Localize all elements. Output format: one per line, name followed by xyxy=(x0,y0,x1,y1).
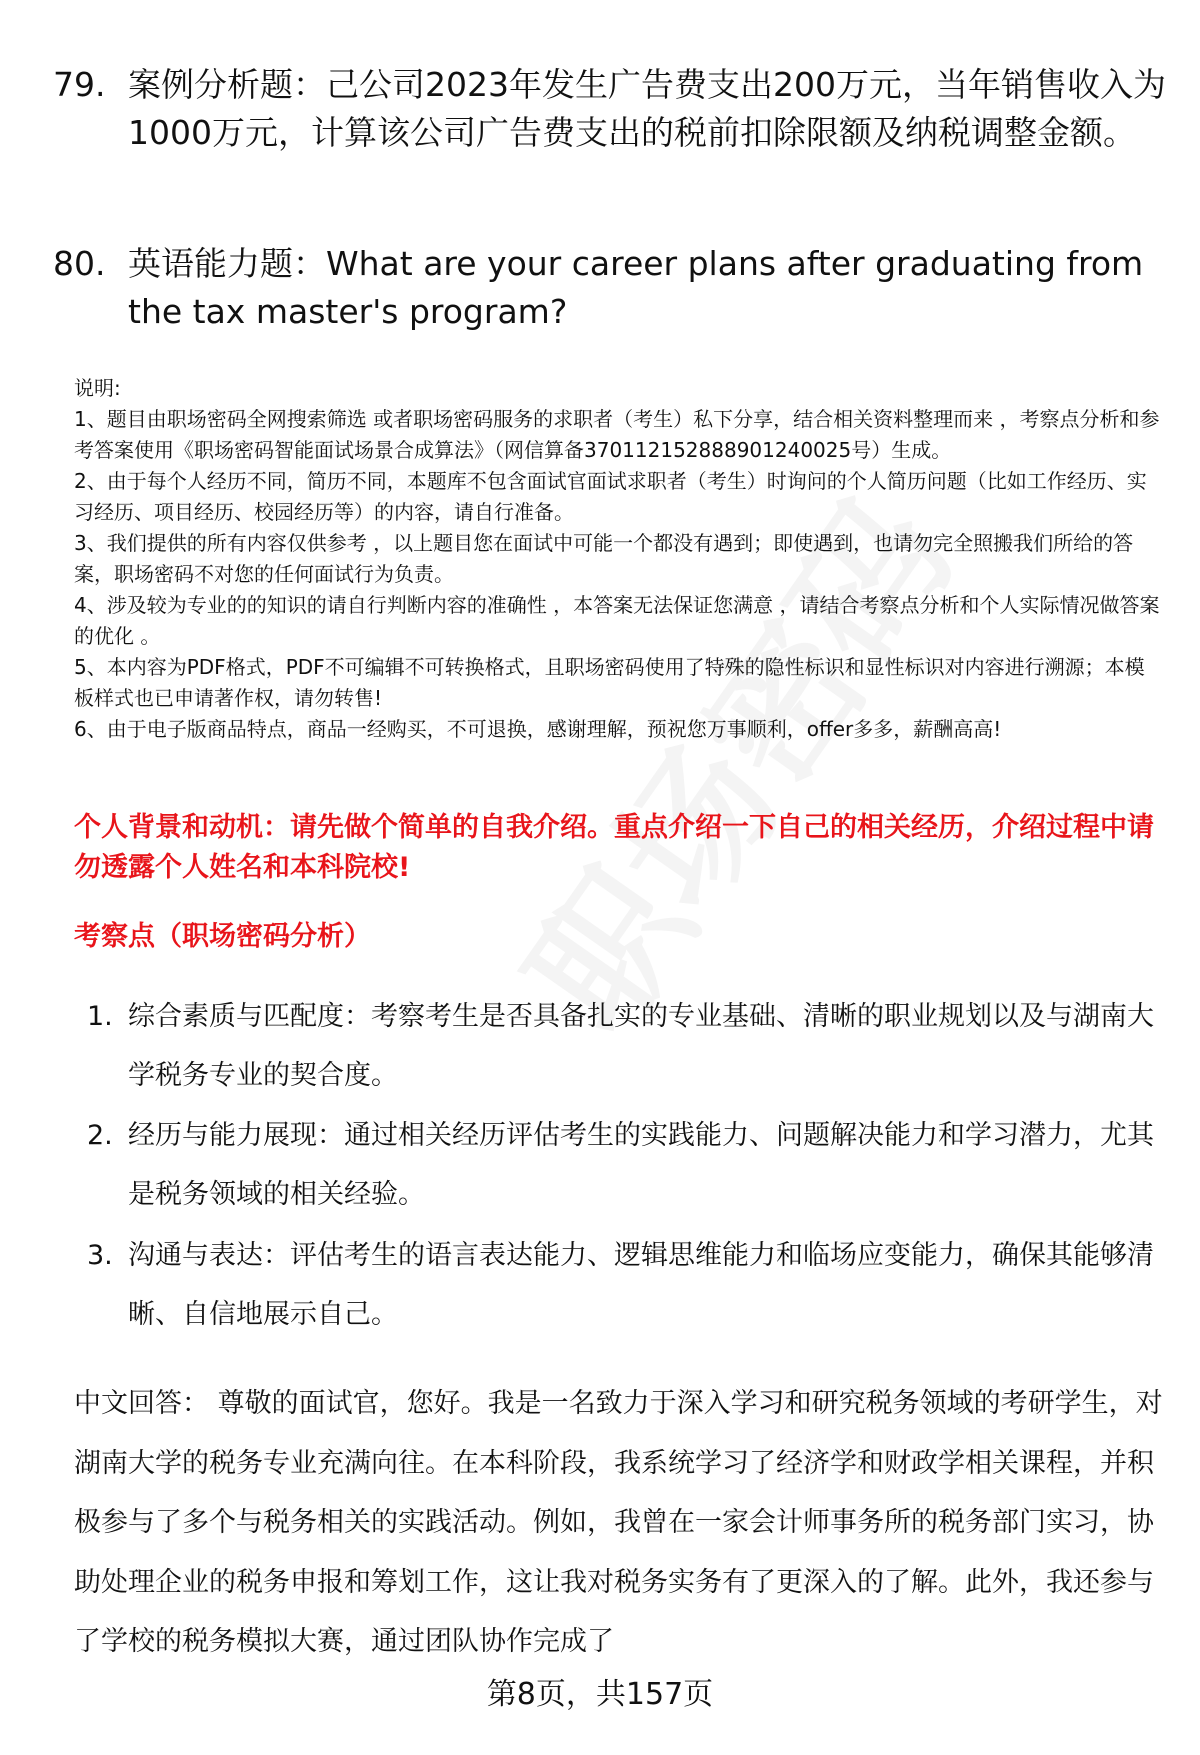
note-item: 6、由于电子版商品特点，商品一经购买，不可退换，感谢理解，预祝您万事顺利，offer多多，薪酬高高! xyxy=(74,717,1002,741)
analysis-item-text: 经历与能力展现：通过相关经历评估考生的实践能力、问题解决能力和学习潜力，尤其是税务领域的相关经验。 xyxy=(128,1120,1154,1210)
analysis-item-text: 沟通与表达：评估考生的语言表达能力、逻辑思维能力和临场应变能力，确保其能够清晰、自信地展示自己。 xyxy=(128,1240,1154,1330)
note-item: 5、本内容为PDF格式，PDF不可编辑不可转换格式，且职场密码使用了特殊的隐性标识和显性标识对内容进行溯源；本模板样式也已申请著作权，请勿转售! xyxy=(74,655,1145,710)
notes-title: 说明: xyxy=(74,376,121,400)
analysis-item-number: 2. xyxy=(87,1120,113,1151)
question-text: 英语能力题：What are your career plans after graduating from the tax master's program? xyxy=(128,244,1144,331)
analysis-item-number: 3. xyxy=(87,1240,113,1271)
note-item: 3、我们提供的所有内容仅供参考 ，以上题目您在面试中可能一个都没有遇到；即使遇到，也请勿完全照搬我们所给的答案，职场密码不对您的任何面试行为负责。 xyxy=(74,531,1134,586)
note-item: 1、题目由职场密码全网搜索筛选 或者职场密码服务的求职者（考生）私下分享，结合相关资料整理而来 ，考察点分析和参考答案使用《职场密码智能面试场景合成算法》（网信算备370112152888901240025号）生成。 xyxy=(74,407,1160,462)
page-footer: 第8页，共157页 xyxy=(486,1677,714,1712)
question-number: 79. xyxy=(53,65,106,104)
note-item: 2、由于每个人经历不同，简历不同，本题库不包含面试官面试求职者（考生）时询问的个人简历问题（比如工作经历、实习经历、项目经历、校园经历等）的内容，请自行准备。 xyxy=(74,469,1147,524)
analysis-item-number: 1. xyxy=(87,1001,113,1032)
question-text: 案例分析题：己公司2023年发生广告费支出200万元，当年销售收入为1000万元，计算该公司广告费支出的税前扣除限额及纳税调整金额。 xyxy=(128,65,1166,152)
analysis-heading: 考察点（职场密码分析） xyxy=(74,921,371,952)
question-number: 80. xyxy=(53,244,106,283)
notes-section xyxy=(74,373,1164,745)
section-heading: 个人背景和动机：请先做个简单的自我介绍。重点介绍一下自己的相关经历，介绍过程中请勿透露个人姓名和本科院校! xyxy=(74,812,1154,883)
note-item: 4、涉及较为专业的的知识的请自行判断内容的准确性 ，本答案无法保证您满意 ，请结合考察点分析和个人实际情况做答案的优化 。 xyxy=(74,593,1160,648)
analysis-item-text: 综合素质与匹配度：考察考生是否具备扎实的专业基础、清晰的职业规划以及与湖南大学税务专业的契合度。 xyxy=(128,1001,1154,1091)
answer-text: 中文回答： 尊敬的面试官，您好。我是一名致力于深入学习和研究税务领域的考研学生，对湖南大学的税务专业充满向往。在本科阶段，我系统学习了经济学和财政学相关课程，并积极参与了多个与税务相关的实践活动。例如，我曾在一家会计师事务所的税务部门实习，协助处理企业的税务申报和筹划工作，这让我对税务实务有了更深入的了解。此外，我还参与了学校的税务模拟大赛，通过团队协作完成了 xyxy=(74,1388,1163,1657)
